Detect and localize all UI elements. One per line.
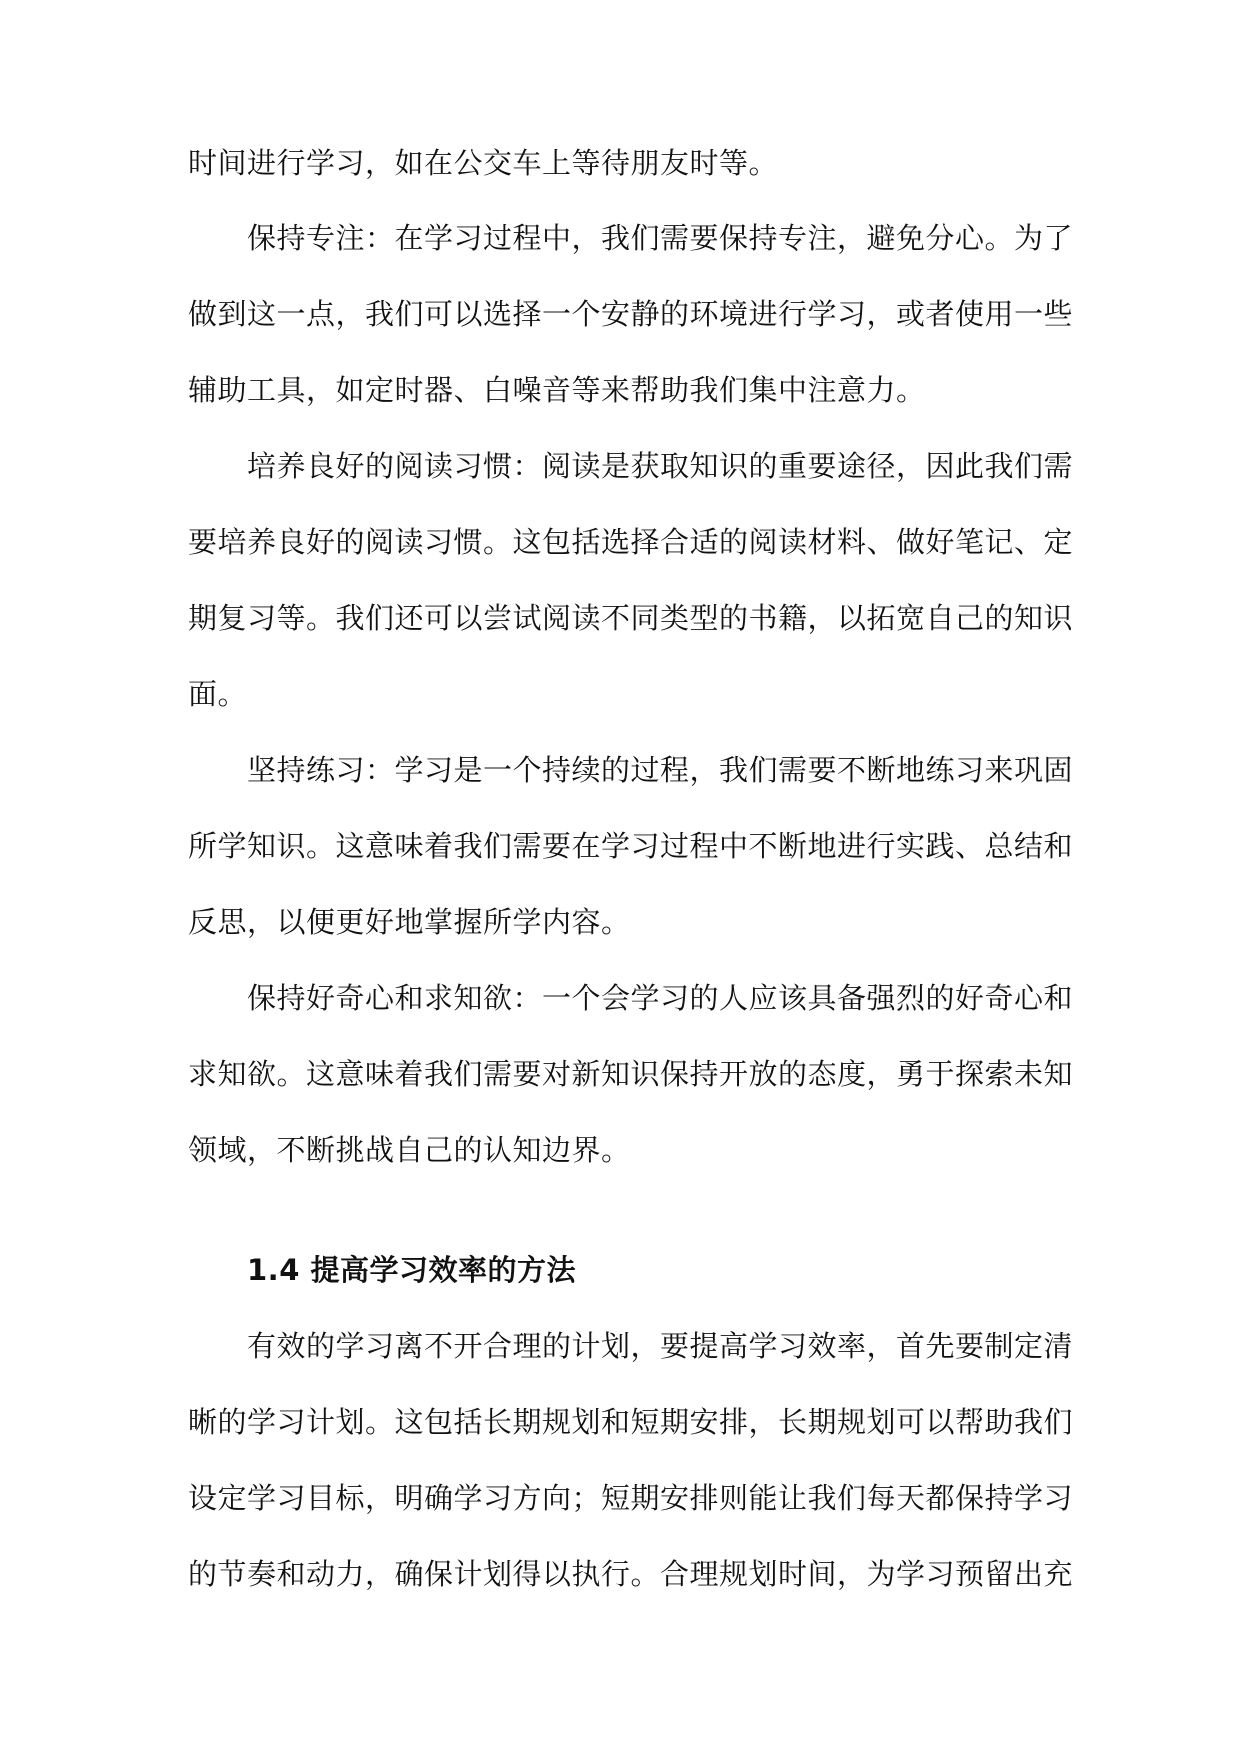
text-line: 培养良好的阅读习惯：阅读是获取知识的重要途径，因此我们需 <box>247 449 1074 483</box>
text-line: 所学知识。这意味着我们需要在学习过程中不断地进行实践、总结和 <box>188 829 1074 863</box>
text-line: 保持专注：在学习过程中，我们需要保持专注，避免分心。为了 <box>247 221 1074 255</box>
text-line: 面。 <box>188 677 248 711</box>
text-line: 期复习等。我们还可以尝试阅读不同类型的书籍，以拓宽自己的知识 <box>188 601 1074 635</box>
text-line: 有效的学习离不开合理的计划，要提高学习效率，首先要制定清 <box>247 1329 1074 1363</box>
text-line: 做到这一点，我们可以选择一个安静的环境进行学习，或者使用一些 <box>188 297 1074 331</box>
text-line: 要培养良好的阅读习惯。这包括选择合适的阅读材料、做好笔记、定 <box>188 525 1074 559</box>
text-line: 的节奏和动力，确保计划得以执行。合理规划时间，为学习预留出充 <box>188 1557 1074 1591</box>
text-line: 时间进行学习，如在公交车上等待朋友时等。 <box>188 146 779 180</box>
text-line: 坚持练习：学习是一个持续的过程，我们需要不断地练习来巩固 <box>247 753 1074 787</box>
text-line: 晰的学习计划。这包括长期规划和短期安排，长期规划可以帮助我们 <box>188 1405 1074 1439</box>
text-line: 辅助工具，如定时器、白噪音等来帮助我们集中注意力。 <box>188 373 926 407</box>
section-heading: 1.4 提高学习效率的方法 <box>247 1253 576 1287</box>
text-line: 保持好奇心和求知欲：一个会学习的人应该具备强烈的好奇心和 <box>247 981 1074 1015</box>
text-line: 反思，以便更好地掌握所学内容。 <box>188 905 631 939</box>
text-line: 设定学习目标，明确学习方向；短期安排则能让我们每天都保持学习 <box>188 1481 1074 1515</box>
text-line: 领域，不断挑战自己的认知边界。 <box>188 1133 631 1167</box>
text-line: 求知欲。这意味着我们需要对新知识保持开放的态度，勇于探索未知 <box>188 1057 1074 1091</box>
